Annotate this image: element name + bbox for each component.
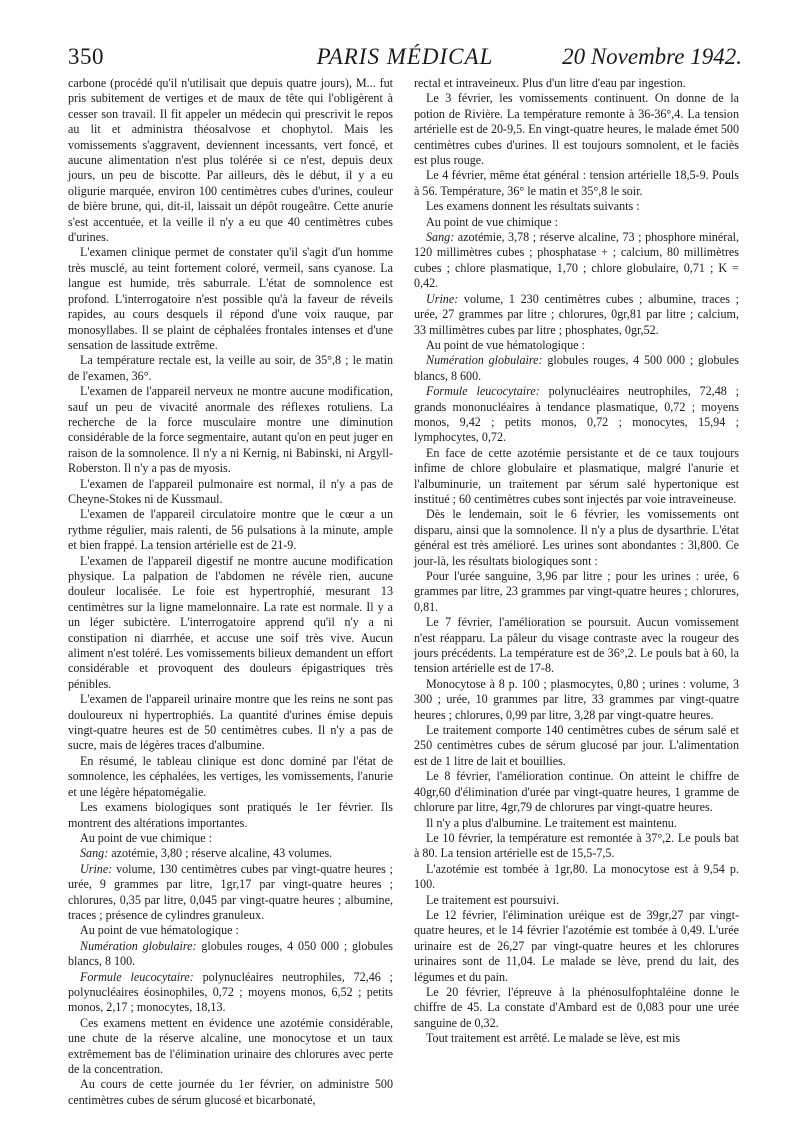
paragraph bbox=[414, 615, 739, 677]
journal-title: PARIS MÉDICAL bbox=[316, 44, 494, 69]
paragraph-label: Sang: bbox=[80, 846, 109, 861]
paragraph-text: polynucléaires neutrophiles, 72,46 ; polynucléaires éosinophiles, 0,72 ; moyens monos, 6,52 ; petits monos, 2,17 ; monocytes, 18,13. bbox=[68, 969, 393, 1015]
paragraph-text: Au point de vue chimique : bbox=[426, 214, 558, 229]
paragraph bbox=[414, 985, 739, 1031]
paragraph-text: Au cours de cette journée du 1er février, on administre 500 centimètres cubes de sérum glucosé et bicarbonaté, bbox=[68, 1077, 393, 1107]
page-number: 350 bbox=[68, 44, 104, 69]
paragraph bbox=[414, 893, 739, 908]
paragraph bbox=[414, 446, 739, 508]
paragraph bbox=[414, 338, 739, 353]
paragraph bbox=[68, 554, 393, 693]
paragraph-text: Il n'y a plus d'albumine. Le traitement est maintenu. bbox=[426, 815, 677, 830]
paragraph-text: volume, 130 centimètres cubes par vingt-quatre heures ; urée, 9 grammes par litre, 1gr,17 par vingt-quatre heures ; chlorures, 0,35 par litre, 0,045 par vingt-quatre heures ; albumine, traces ; présence de cylindres granuleux. bbox=[68, 861, 393, 922]
paragraph-text: azotémie, 3,80 ; réserve alcaline, 43 volumes. bbox=[108, 846, 333, 861]
paragraph-text: En résumé, le tableau clinique est donc dominé par l'état de somnolence, les céphalées, les vertiges, les vomissements, l'anurie et une légère hépatomégalie. bbox=[68, 753, 393, 799]
paragraph-label: Sang: bbox=[426, 230, 455, 245]
paragraph-label: Formule leucocytaire: bbox=[426, 384, 540, 399]
paragraph-text: L'azotémie est tombée à 1gr,80. La monocytose est à 9,54 p. 100. bbox=[414, 861, 739, 892]
paragraph bbox=[414, 168, 739, 199]
paragraph-text: L'examen de l'appareil nerveux ne montre aucune modification, sauf un peu de vivacité anormale des réflexes rotuliens. La recherche de la force musculaire montre une diminution considérable de la force segmentaire, autant qu'on en peut juger en raison de la somnolence. Il n'y a ni Kernig, ni Babinski, ni Argyll-Roberston. Il n'y a pas de myosis. bbox=[68, 384, 393, 476]
paragraph bbox=[68, 384, 393, 476]
paragraph bbox=[414, 831, 739, 862]
paragraph bbox=[414, 384, 739, 446]
paragraph bbox=[414, 569, 739, 615]
paragraph bbox=[68, 800, 393, 831]
paragraph bbox=[68, 846, 393, 861]
paragraph bbox=[68, 754, 393, 800]
paragraph bbox=[68, 923, 393, 938]
paragraph bbox=[68, 1016, 393, 1078]
paragraph-text: azotémie, 3,78 ; réserve alcaline, 73 ; phosphore minéral, 120 millimètres cubes ; phosphatase + ; calcium, 80 millimètres cubes ; chlore plasmatique, 1,70 ; chlore globulaire, 0,71 ; K = 0,42. bbox=[414, 230, 739, 291]
paragraph bbox=[414, 908, 739, 985]
paragraph-label: Numération globulaire: bbox=[80, 938, 197, 953]
paragraph-text: Le 7 février, l'amélioration se poursuit. Aucun vomissement n'est réapparu. La pâleur du visage contraste avec la rougeur des jours précédents. La température est de 36°,2. Le pouls bat à 60, la tension artérielle est de 17-8. bbox=[414, 615, 739, 676]
paragraph-text: L'examen clinique permet de constater qu'il s'agit d'un homme très musclé, au teint fortement coloré, vermeil, sans cyanose. La langue est humide, très saburrale. L'état de somnolence est profond. L'interrogatoire n'est possible qu'à la faveur de réveils rapides, au cours desquels il répond d'une voix rauque, par monosyllabes. Il se plaint de céphalées frontales intenses et d'une sensation de lassitude extrême. bbox=[68, 245, 393, 352]
left-column bbox=[68, 76, 393, 1108]
paragraph-text: L'examen de l'appareil digestif ne montre aucune modification physique. La palpation de l'abdomen ne révèle rien, aucune douleur localisée. Le foie est hypertrophié, mesurant 13 centimètres sur la ligne mamelonnaire. La rate est normale. Il y a un léger subictère. L'interrogatoire apprend qu'il n'y a ni constipation ni diarrhée, et accuse une soif très vive. Aucun aliment n'est toléré. Les vomissements bilieux demandent un effort considérable et provoquent des douleurs épigastriques très pénibles. bbox=[68, 553, 393, 691]
paragraph bbox=[68, 1077, 393, 1108]
paragraph bbox=[414, 507, 739, 569]
paragraph-text: volume, 1 230 centimètres cubes ; albumine, traces ; urée, 27 grammes par litre ; chlorures, 0gr,81 par litre ; calcium, 33 millimètres cubes par litre ; phosphates, 0gr,52. bbox=[414, 291, 739, 337]
paragraph-text: Dès le lendemain, soit le 6 février, les vomissements ont disparu, ainsi que la somnolence. Il n'y a plus de dysarthrie. L'état général est très amélioré. Les urines sont abondantes : 3l,800. Ce jour-là, les résultats biologiques sont : bbox=[414, 507, 739, 568]
paragraph bbox=[414, 91, 739, 168]
paragraph-label: Formule leucocytaire: bbox=[80, 969, 194, 984]
paragraph bbox=[414, 215, 739, 230]
paragraph-text: Le 4 février, même état général : tension artérielle 18,5-9. Pouls à 56. Température, 36° le matin et 35°,8 le soir. bbox=[414, 168, 739, 198]
paragraph bbox=[414, 292, 739, 338]
paragraph bbox=[414, 199, 739, 214]
paragraph bbox=[414, 76, 739, 91]
issue-date: 20 Novembre 1942. bbox=[562, 44, 742, 69]
paragraph-text: Les examens biologiques sont pratiqués le 1er février. Ils montrent des altérations importantes. bbox=[68, 800, 393, 830]
right-column bbox=[414, 76, 739, 1047]
paragraph-text: L'examen de l'appareil urinaire montre que les reins ne sont pas douloureux ni hypertrophiés. La quantité d'urines émise depuis vingt-quatre heures est de 50 centimètres cubes. Il n'y a pas de sucre, mais de légères traces d'albumine. bbox=[68, 692, 393, 753]
paragraph bbox=[68, 939, 393, 970]
paragraph bbox=[68, 970, 393, 1016]
paragraph bbox=[414, 353, 739, 384]
paragraph-label: Urine: bbox=[80, 861, 113, 876]
paragraph-text: En face de cette azotémie persistante et de ce taux toujours infime de chlore globulaire et plasmatique, malgré l'anurie et l'albuminurie, un traitement par sérum salé hypertonique est institué ; 60 centimètres cubes sont injectés par voie intraveineuse. bbox=[414, 445, 739, 506]
paragraph-text: Le 8 février, l'amélioration continue. On atteint le chiffre de 40gr,60 d'élimination d'urée par vingt-quatre heures, 1 gramme de chlorure par litre, 4gr,79 de chlorures par vingt-quatre heures. bbox=[414, 769, 739, 815]
paragraph bbox=[68, 692, 393, 754]
paragraph bbox=[414, 230, 739, 292]
paragraph bbox=[414, 769, 739, 815]
paragraph-text: Au point de vue hématologique : bbox=[426, 337, 585, 352]
paragraph bbox=[68, 831, 393, 846]
paragraph-text: L'examen de l'appareil pulmonaire est normal, il n'y a pas de Cheyne-Stokes ni de Kussmaul. bbox=[68, 476, 393, 506]
paragraph bbox=[414, 723, 739, 769]
paragraph bbox=[414, 1031, 739, 1046]
paragraph-text: Au point de vue chimique : bbox=[80, 830, 212, 845]
paragraph bbox=[68, 76, 393, 245]
paragraph bbox=[68, 862, 393, 924]
paragraph-text: carbone (procédé qu'il n'utilisait que depuis quatre jours), M... fut pris subitement de vertiges et de maux de tête qui l'obligèrent à cesser son travail. Il fit appeler un médecin qui prescrivit le repos au lit et administra théosalvose et chophytol. Mais les vomissements s'aggravent, deviennent incessants, vert foncé, et aucune alimentation n'est plus tolérée si ce n'est, depuis deux jours, un peu de biscotte. Par ailleurs, dès le début, il y a eu oligurie marquée, environ 100 centimètres cubes d'urines, couleur de bière brune, qui, dit-il, laissait un dépôt rougeâtre. Cette anurie s'est accentuée, et la veille il n'y a eu que 40 centimètres cubes d'urines. bbox=[68, 76, 393, 245]
running-header bbox=[68, 44, 742, 74]
paragraph-label: Urine: bbox=[426, 291, 459, 306]
paragraph bbox=[414, 677, 739, 723]
paragraph-text: Le 3 février, les vomissements continuent. On donne de la potion de Rivière. La température remonte à 36-36°,4. La tension artérielle est de 20-9,5. En vingt-quatre heures, le malade émet 500 centimètres cubes d'urines. Il est toujours somnolent, et le faciès est plus rouge. bbox=[414, 91, 739, 168]
paragraph-text: La température rectale est, la veille au soir, de 35°,8 ; le matin de l'examen, 36°. bbox=[68, 353, 393, 383]
paragraph-text: Au point de vue hématologique : bbox=[80, 923, 239, 938]
paragraph-text: Le 20 février, l'épreuve à la phénosulfophtaléine donne le chiffre de 45. La constate d'Ambard est de 0,083 pour une urée sanguine de 0,32. bbox=[414, 984, 739, 1030]
paragraph bbox=[68, 507, 393, 553]
paragraph-text: globules rouges, 4 500 000 ; globules blancs, 8 600. bbox=[414, 353, 739, 383]
paragraph-text: Les examens donnent les résultats suivants : bbox=[426, 199, 640, 214]
paragraph bbox=[68, 477, 393, 508]
paragraph-label: Numération globulaire: bbox=[426, 353, 543, 368]
paragraph-text: Le traitement est poursuivi. bbox=[426, 892, 559, 907]
paragraph-text: globules rouges, 4 050 000 ; globules blancs, 8 100. bbox=[68, 938, 393, 969]
paragraph-text: polynucléaires neutrophiles, 72,48 ; grands mononucléaires à tendance plasmatique, 0,72 ; moyens monos, 9,42 ; petits monos, 0,72 ; monocytes, 15,94 ; lymphocytes, 0,72. bbox=[414, 384, 739, 445]
paragraph bbox=[414, 816, 739, 831]
paragraph-text: Le traitement comporte 140 centimètres cubes de sérum salé et 250 centimètres cubes de sérum glucosé par jour. L'alimentation est de 1 litre de lait et bouillies. bbox=[414, 723, 739, 768]
paragraph-text: Ces examens mettent en évidence une azotémie considérable, une chute de la réserve alcaline, une monocytose et un taux extrêmement bas de l'élimination urinaire des chlorures avec perte de la concentration. bbox=[68, 1015, 393, 1076]
paragraph-text: L'examen de l'appareil circulatoire montre que le cœur a un rythme régulier, mais ralenti, de 56 pulsations à la minute, ample et bien frappé. La tension artérielle est de 21-9. bbox=[68, 507, 393, 553]
paragraph-text: Le 12 février, l'élimination uréique est de 39gr,27 par vingt-quatre heures, et le 14 février l'azotémie est tombée à 0,49. L'urée urinaire est de 26,27 par vingt-quatre heures et les chlorures urinaires sont de 11,04. Le malade se lève, prend du lait, des légumes et du pain. bbox=[414, 907, 739, 984]
paragraph-text: Pour l'urée sanguine, 3,96 par litre ; pour les urines : urée, 6 grammes par litre, 23 grammes par vingt-quatre heures ; chlorures, 0,81. bbox=[414, 569, 739, 614]
paragraph-text: Le 10 février, la température est remontée à 37°,2. Le pouls bat à 80. La tension artérielle est de 15,5-7,5. bbox=[414, 830, 739, 861]
paragraph bbox=[414, 862, 739, 893]
paragraph-text: rectal et intraveineux. Plus d'un litre d'eau par ingestion. bbox=[414, 76, 686, 90]
paragraph-text: Monocytose à 8 p. 100 ; plasmocytes, 0,80 ; urines : volume, 3 300 ; urée, 10 grammes par litre, 33 grammes par vingt-quatre heures ; chlorures, 0,99 par litre, 3,28 par vingt-quatre heures. bbox=[414, 676, 739, 722]
paragraph-text: Tout traitement est arrêté. Le malade se lève, est mis bbox=[426, 1031, 681, 1046]
paragraph bbox=[68, 245, 393, 353]
paragraph bbox=[68, 353, 393, 384]
